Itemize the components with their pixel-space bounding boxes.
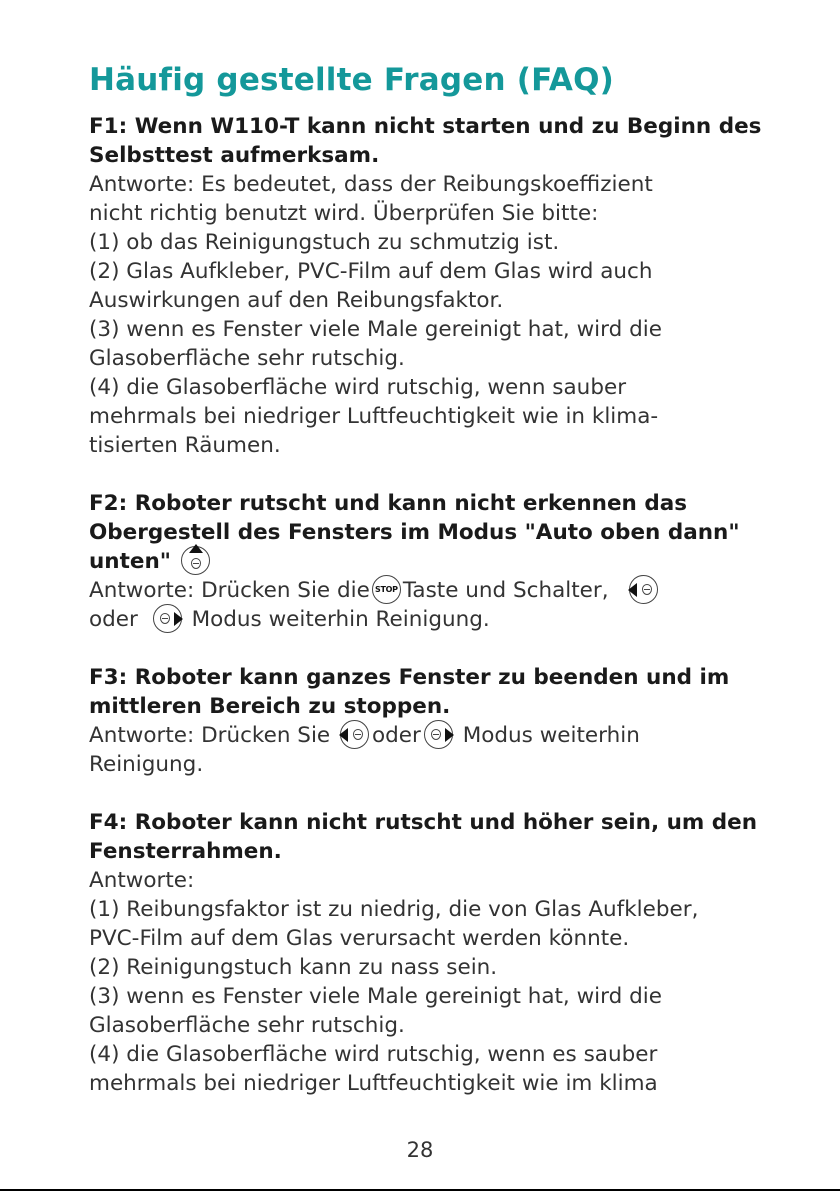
answer-f2-text: Antworte: Drücken Sie die (89, 578, 370, 603)
answer-f1-line: mehrmals bei niedriger Luftfeuchtigkeit wie in klima- (89, 404, 659, 429)
answer-f4-line: mehrmals bei niedriger Luftfeuchtigkeit wie im klima (89, 1071, 658, 1096)
answer-f4-line: (1) Reibungsfaktor ist zu niedrig, die von Glas Aufkleber, (89, 897, 699, 922)
page-number: 28 (406, 1138, 434, 1162)
answer-f2-text: Modus weiterhin Reinigung. (191, 607, 490, 632)
question-f4-line-1: F4: Roboter kann nicht rutscht und höher sein, um den (89, 810, 758, 835)
up-mode-icon (181, 546, 210, 575)
question-f2-text: unten" (89, 549, 171, 574)
answer-f4-line: PVC-Film auf dem Glas verursacht werden könnte. (89, 926, 630, 951)
answer-f1-line: nicht richtig benutzt wird. Überprüfen Sie bitte: (89, 201, 599, 226)
faq-page (89, 58, 789, 1098)
answer-f4-line: (2) Reinigungstuch kann zu nass sein. (89, 955, 498, 980)
question-f1-line-2: Selbsttest aufmerksam. (89, 143, 380, 168)
answer-f3-text: Antworte: Drücken Sie (89, 723, 331, 748)
page-title: Häufig gestellte Fragen (FAQ) (89, 62, 615, 98)
question-f2-line-1: F2: Roboter rutscht und kann nicht erkennen das (89, 491, 688, 516)
answer-f1-line: (4) die Glasoberfläche wird rutschig, wenn sauber (89, 375, 627, 400)
right-mode-icon (153, 604, 182, 633)
left-mode-icon (629, 575, 658, 604)
answer-f1-line: (2) Glas Aufkleber, PVC-Film auf dem Glas wird auch (89, 259, 653, 284)
answer-f2-line-1 (89, 576, 789, 605)
faq-f3 (89, 663, 789, 779)
question-f2-line-3 (89, 547, 789, 576)
answer-f3-text: oder (371, 723, 421, 748)
question-f3-line-2: mittleren Bereich zu stoppen. (89, 694, 451, 719)
faq-f2 (89, 489, 789, 634)
answer-f3-text: Modus weiterhin (462, 723, 640, 748)
answer-f1-line: Glasoberfläche sehr rutschig. (89, 346, 405, 371)
question-f3-line-1: F3: Roboter kann ganzes Fenster zu beenden und im (89, 665, 730, 690)
stop-button-icon: STOP (372, 575, 401, 604)
answer-f4-line: (4) die Glasoberfläche wird rutschig, wenn es sauber (89, 1042, 658, 1067)
faq-f1 (89, 112, 789, 460)
answer-f3-line-1 (89, 721, 789, 750)
answer-f1-line: (3) wenn es Fenster viele Male gereinigt hat, wird die (89, 317, 662, 342)
answer-f4-line: Antworte: (89, 868, 195, 893)
answer-f4-line: (3) wenn es Fenster viele Male gereinigt hat, wird die (89, 984, 662, 1009)
bottom-divider (0, 1189, 840, 1191)
answer-f2-text: oder (89, 607, 138, 632)
answer-f2-line-2 (89, 605, 789, 634)
answer-f3-line-2: Reinigung. (89, 752, 204, 777)
answer-f1-line: Antworte: Es bedeutet, dass der Reibungskoeffizient (89, 172, 653, 197)
right-mode-icon (424, 720, 453, 749)
answer-f1-line: tisierten Räumen. (89, 433, 281, 458)
answer-f2-text: Taste und Schalter, (402, 578, 609, 603)
faq-f4 (89, 808, 789, 1098)
left-mode-icon (340, 720, 369, 749)
answer-f1-line: (1) ob das Reinigungstuch zu schmutzig ist. (89, 230, 560, 255)
question-f1-line-1: F1: Wenn W110-T kann nicht starten und zu Beginn des (89, 114, 762, 139)
answer-f1-line: Auswirkungen auf den Reibungsfaktor. (89, 288, 504, 313)
question-f4-line-2: Fensterrahmen. (89, 839, 282, 864)
answer-f4-line: Glasoberfläche sehr rutschig. (89, 1013, 405, 1038)
question-f2-line-2: Obergestell des Fensters im Modus "Auto oben dann" (89, 520, 740, 545)
